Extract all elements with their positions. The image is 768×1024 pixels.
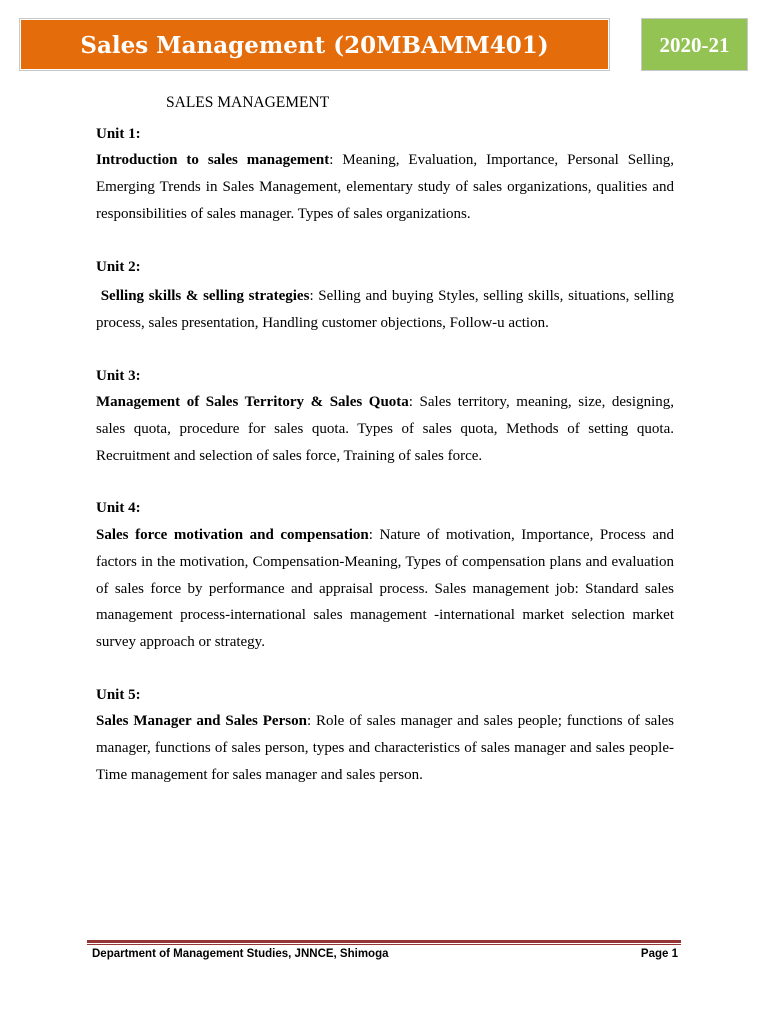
footer-department: Department of Management Studies, JNNCE, Shimoga [92, 948, 389, 960]
unit-topic: Selling skills & selling strategies [100, 288, 310, 305]
unit-topic: Introduction to sales management [96, 152, 330, 169]
unit-body [96, 389, 674, 469]
unit-label: Unit 5: [96, 686, 141, 703]
footer-rule-thick [87, 940, 681, 943]
unit-text: : Selling and buying Styles, selling skills, situations, selling process, sales presentation, Handling customer objections, Follow-u action. [96, 288, 675, 331]
unit-text: : Meaning, Evaluation, Importance, Personal Selling, Emerging Trends in Sales Management, elementary study of sales organizations, qualities and responsibilities of sales manager. Types of sales organizations. [96, 152, 675, 222]
syllabus-content [96, 90, 674, 814]
footer-page-number: Page 1 [640, 948, 678, 960]
unit-topic: Sales Manager and Sales Person [96, 713, 307, 730]
header-year: 2020-21 [641, 18, 748, 71]
unit-text: : Nature of motivation, Importance, Process and factors in the motivation, Compensation-Meaning, Types of compensation plans and evaluation of sales force by performance and appraisal process. Sales management job: Standard sales management process-international sales management -international market selection market survey approach or strategy. [96, 527, 674, 650]
page-header [19, 18, 748, 71]
unit-label: Unit 1: [96, 125, 141, 142]
unit-3 [96, 363, 674, 470]
unit-body [96, 147, 674, 227]
unit-text: : Role of sales manager and sales people; functions of sales manager, functions of sales person, types and characteristics of sales manager and sales people-Time management for sales manager and sales person. [96, 713, 674, 783]
document-heading: SALES MANAGEMENT [166, 94, 330, 111]
unit-label: Unit 4: [96, 500, 141, 517]
unit-5 [96, 682, 674, 789]
unit-label: Unit 3: [96, 367, 141, 384]
unit-body [96, 708, 674, 788]
header-title: Sales Management (20MBAMM401) [19, 18, 610, 71]
unit-text: : Sales territory, meaning, size, designing, sales quota, procedure for sales quota. Types of sales quota, Methods of setting quota. Recruitment and selection of sales force, Training of sales force. [96, 394, 674, 464]
unit-topic: Management of Sales Territory & Sales Quota [96, 394, 409, 411]
unit-body [96, 283, 674, 336]
unit-topic: Sales force motivation and compensation [96, 527, 369, 544]
unit-4 [96, 495, 674, 655]
unit-body [96, 522, 674, 656]
footer-rule-thin [87, 944, 681, 945]
unit-2 [96, 254, 674, 337]
unit-label: Unit 2: [96, 258, 141, 275]
unit-1 [96, 121, 674, 228]
